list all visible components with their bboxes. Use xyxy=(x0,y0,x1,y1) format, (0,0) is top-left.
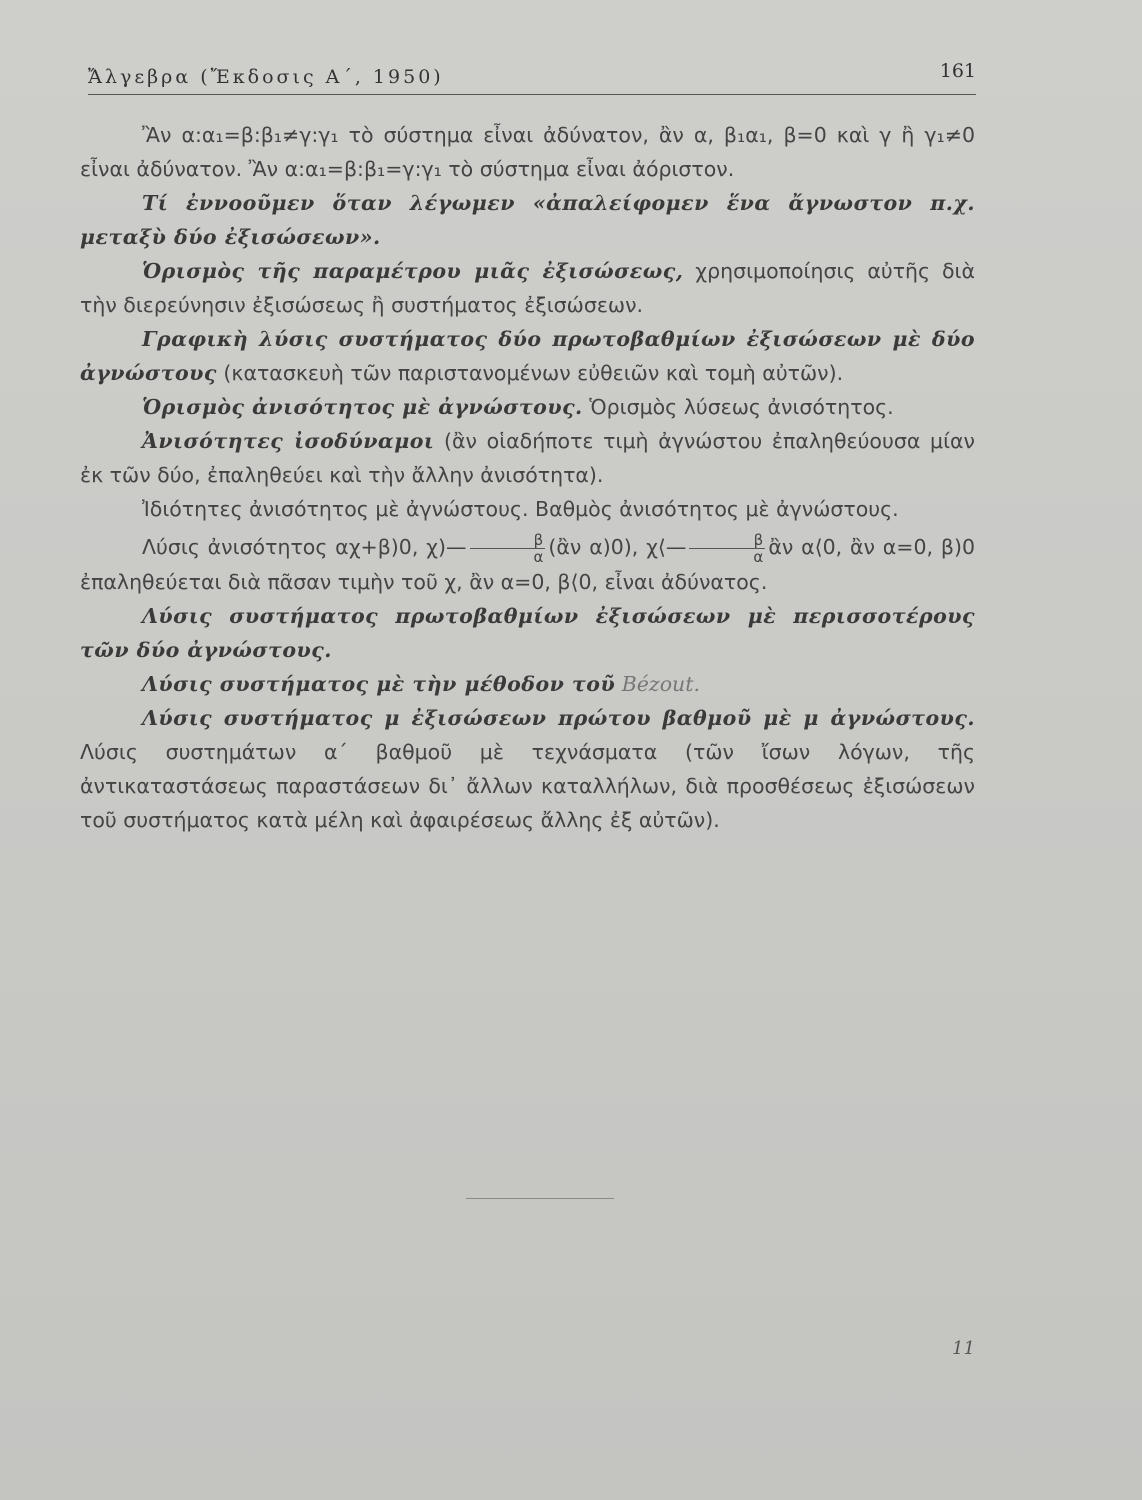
paragraph-bezout xyxy=(80,667,975,701)
topic-text: (ἂν οἱαδήποτε τιμὴ ἀγνώστου ἐπαληθεύουσα μίαν ἐκ τῶν δύο, ἐπαληθεύει καὶ τὴν ἄλλην ἀνισότητα). xyxy=(80,429,975,487)
signature-mark: 11 xyxy=(952,1338,975,1359)
section-divider xyxy=(466,1198,614,1199)
topic-text: χρησιμοποίησις αὐτῆς διὰ τὴν διερεύνησιν ἐξισώσεως ἢ συστήματος ἐξισώσεων. xyxy=(80,259,975,317)
running-header xyxy=(88,60,976,95)
paragraph-inequality-properties: Ἰδιότητες ἀνισότητος μὲ ἀγνώστους. Βαθμὸς ἀνισότητος μὲ ἀγνώστους. xyxy=(142,497,899,521)
formula-text: Λύσις ἀνισότητος αχ+β)0, χ)— xyxy=(142,535,467,559)
paragraph-inequality-definition xyxy=(80,390,975,424)
fraction-beta-over-alpha: $\frac{\beta}{\alpha}$ xyxy=(470,532,546,565)
topic-heading: Τί ἐννοοῦμεν ὅταν λέγωμεν «ἀπαλείφομεν ἕνα ἄγνωστον π.χ. μεταξὺ δύο ἐξισώσεων». xyxy=(80,191,975,249)
topic-heading: Λύσις συστήματος πρωτοβαθμίων ἐξισώσεων μὲ περισσοτέρους τῶν δύο ἀγνώστους. xyxy=(80,603,975,662)
topic-heading: Ὁρισμὸς ἀνισότητος μὲ ἀγνώστους. xyxy=(142,395,583,419)
topic-heading: Λύσις συστήματος μ ἐξισώσεων πρώτου βαθμοῦ μὲ μ ἀγνώστους. xyxy=(142,705,975,730)
header-title: Ἄλγεβρα (Ἔκδοσις Α΄, 1950) xyxy=(88,66,444,88)
paragraph-parameter xyxy=(80,254,975,322)
formula-text: ἂν α=0, β)0 ἐπαληθεύεται διὰ πᾶσαν τιμὴν τοῦ χ, ἂν α=0, β⟨0, εἶναι ἀδύνατος. xyxy=(80,535,975,594)
topic-heading: Γραφικὴ λύσις συστήματος δύο πρωτοβαθμίων ἐξισώσεων μὲ δύο ἀγνώστους xyxy=(80,327,975,385)
formula-text: (ἂν α)0), χ⟨— xyxy=(548,535,687,559)
page-number: 161 xyxy=(939,60,976,82)
bezout-name: Bézout. xyxy=(621,671,701,696)
formula-text: ἂν α⟨0, xyxy=(768,535,843,559)
topic-heading: Ὁρισμὸς τῆς παραμέτρου μιᾶς ἐξισώσεως, xyxy=(142,259,684,283)
paragraph-graphic-solution xyxy=(80,322,975,390)
topic-text: Λύσις συστημάτων α΄ βαθμοῦ μὲ τεχνάσματα (τῶν ἴσων λόγων, τῆς ἀντικαταστάσεως παραστάσεων δι᾿ ἄλλων καταλλήλων, διὰ προσθέσεως ἐξισώσεων τοῦ συστήματος κατὰ μέλη καὶ ἀφαιρέσεως ἄλλης ἐξ αὐτῶν). xyxy=(80,739,975,832)
paragraph-elimination xyxy=(80,186,975,254)
fraction-beta-over-alpha: $\frac{\beta}{\alpha}$ xyxy=(689,532,765,565)
text-body xyxy=(80,118,975,837)
topic-heading: Ἀνισότητες ἰσοδύναμοι xyxy=(142,429,435,453)
topic-heading: Λύσις συστήματος μὲ τὴν μέθοδον τοῦ xyxy=(142,671,616,696)
paragraph-system-many-unknowns xyxy=(80,599,975,667)
paragraph-inequality-solution xyxy=(80,530,975,599)
paragraph-system-conditions: Ἂν α:α₁=β:β₁≠γ:γ₁ τὸ σύστημα εἶναι ἀδύνατον, ἂν α, β₁α₁, β=0 καὶ γ ἢ γ₁≠0 εἶναι ἀδύνατον. Ἂν α:α₁=β:β₁=γ:γ₁ τὸ σύστημα εἶναι ἀόριστον. xyxy=(80,123,975,181)
paragraph-equivalent-inequalities xyxy=(80,424,975,492)
topic-text: (κατασκευὴ τῶν παριστανομένων εὐθειῶν καὶ τομὴ αὐτῶν). xyxy=(223,361,844,385)
paragraph-system-m-equations xyxy=(80,701,975,837)
topic-text: Ὁρισμὸς λύσεως ἀνισότητος. xyxy=(589,395,894,419)
